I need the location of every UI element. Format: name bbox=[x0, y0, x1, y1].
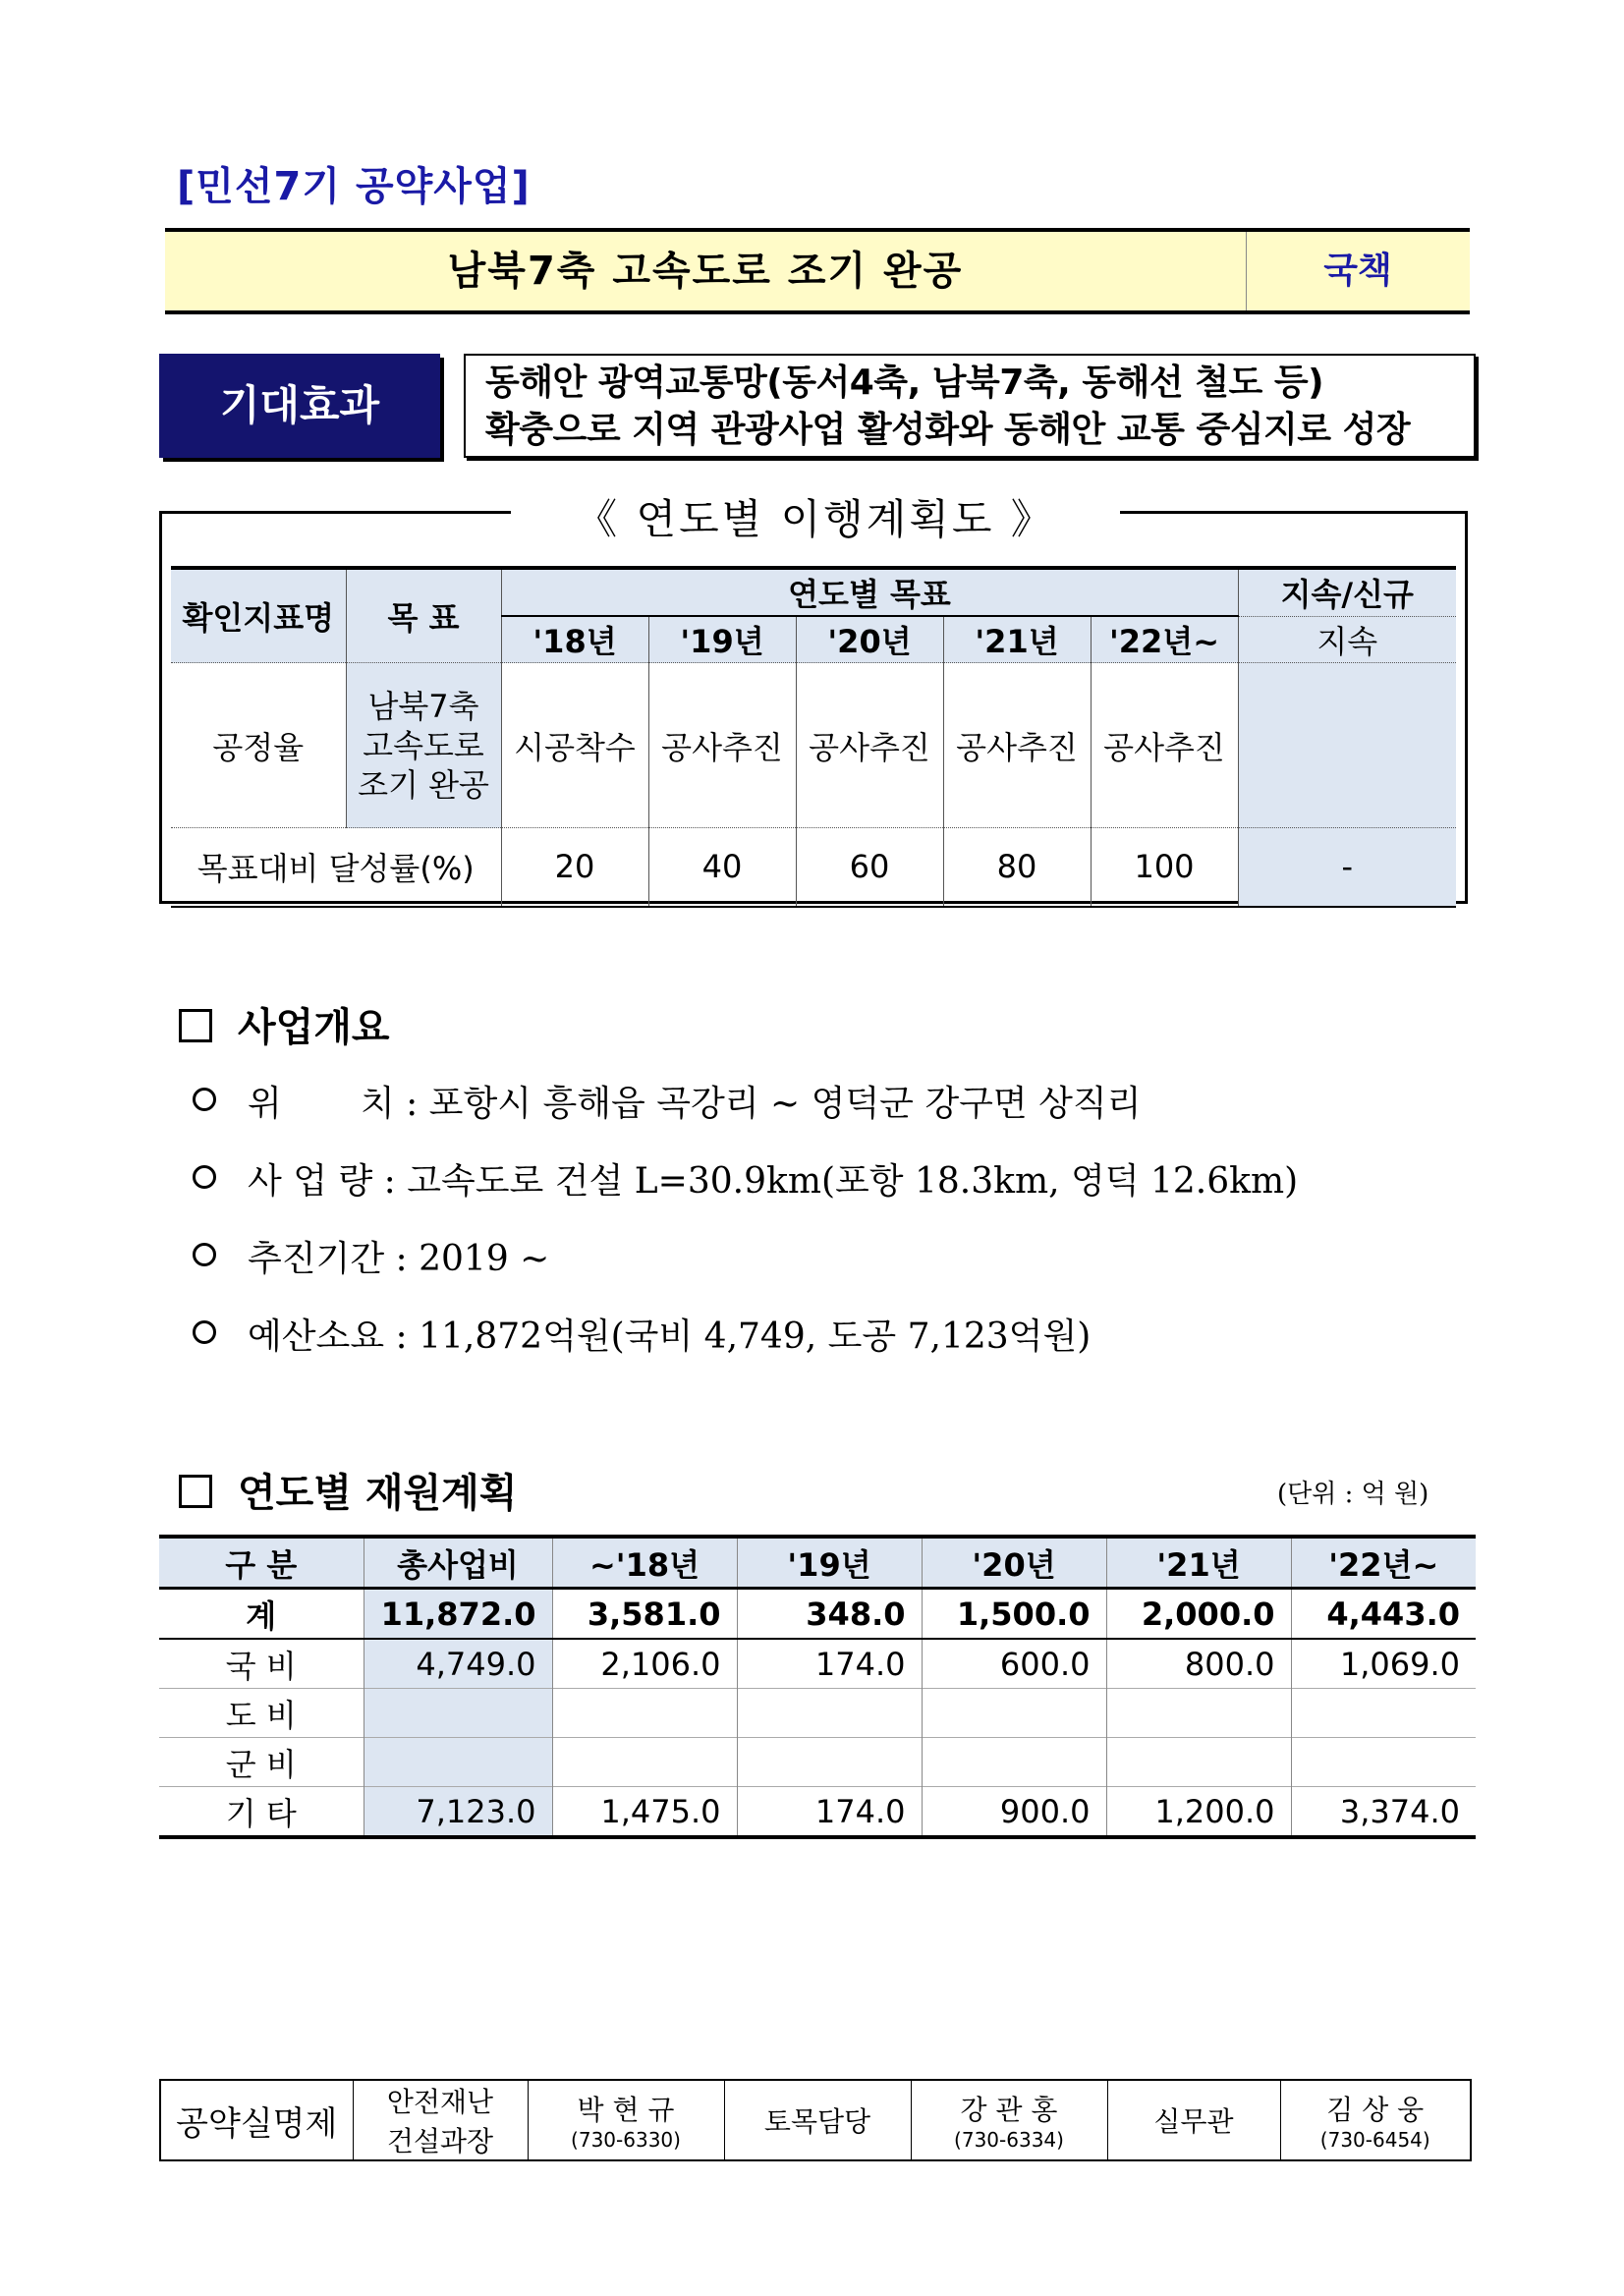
overview-item bbox=[193, 1231, 549, 1281]
plan-header-yearly: 연도별 목표 bbox=[501, 568, 1238, 616]
budget-cell bbox=[364, 1738, 552, 1787]
budget-title: 연도별 재원계획 bbox=[238, 1471, 518, 1516]
effect-label: 기대효과 bbox=[159, 354, 440, 458]
overview-title: 사업개요 bbox=[238, 1005, 390, 1050]
plan-year-21: '21년 bbox=[943, 616, 1091, 663]
effect-line-1: 동해안 광역교통망(동서4축, 남북7축, 동해선 철도 등) bbox=[485, 363, 1324, 403]
circle-bullet-icon bbox=[193, 1320, 216, 1344]
plan-row1-goal: 남북7축 고속도로 조기 완공 bbox=[346, 663, 501, 828]
footer-role-2: 토목담당 bbox=[724, 2080, 911, 2160]
budget-row-label: 도 비 bbox=[159, 1689, 364, 1738]
circle-bullet-icon bbox=[193, 1088, 216, 1111]
budget-cell: 2,000.0 bbox=[1106, 1589, 1291, 1640]
budget-cell bbox=[737, 1689, 922, 1738]
accountability-table bbox=[159, 2079, 1472, 2161]
footer-person-1 bbox=[528, 2080, 724, 2160]
budget-cell bbox=[922, 1689, 1106, 1738]
overview-scope: 사 업 량 : 고속도로 건설 L=30.9km(포항 18.3km, 영덕 12.6km) bbox=[248, 1161, 1299, 1202]
footer-department bbox=[353, 2080, 528, 2160]
circle-bullet-icon bbox=[193, 1165, 216, 1189]
budget-row-other bbox=[159, 1787, 1476, 1838]
budget-row-national bbox=[159, 1639, 1476, 1689]
plan-row2-y19: 40 bbox=[648, 828, 796, 907]
plan-row1-y22: 공사추진 bbox=[1091, 663, 1238, 828]
budget-cell bbox=[922, 1738, 1106, 1787]
budget-row-province bbox=[159, 1689, 1476, 1738]
plan-table bbox=[171, 566, 1456, 908]
budget-cell: 900.0 bbox=[922, 1787, 1106, 1838]
plan-title: 《 연도별 이행계획도 》 bbox=[576, 495, 1055, 543]
budget-cell: 7,123.0 bbox=[364, 1787, 552, 1838]
budget-cell: 2,106.0 bbox=[552, 1639, 737, 1689]
plan-row1-y19: 공사추진 bbox=[648, 663, 796, 828]
plan-year-19: '19년 bbox=[648, 616, 796, 663]
checkbox-square-icon bbox=[179, 1009, 212, 1042]
footer-role-3: 실무관 bbox=[1107, 2080, 1280, 2160]
budget-header-cell: '21년 bbox=[1106, 1537, 1291, 1589]
page-title: 남북7축 고속도로 조기 완공 bbox=[447, 249, 964, 294]
budget-cell: 1,200.0 bbox=[1106, 1787, 1291, 1838]
plan-frame-top-left bbox=[159, 511, 511, 514]
overview-item bbox=[193, 1153, 1298, 1204]
checkbox-square-icon bbox=[179, 1475, 212, 1508]
plan-header-row bbox=[171, 568, 1456, 616]
plan-header-status: 지속/신규 bbox=[1238, 568, 1456, 616]
effect-text bbox=[464, 354, 1476, 458]
budget-cell bbox=[737, 1738, 922, 1787]
plan-row2-status: - bbox=[1238, 828, 1456, 907]
budget-row-county bbox=[159, 1738, 1476, 1787]
budget-cell: 3,374.0 bbox=[1291, 1787, 1476, 1838]
budget-header-cell: '22년~ bbox=[1291, 1537, 1476, 1589]
budget-cell: 600.0 bbox=[922, 1639, 1106, 1689]
budget-cell: 174.0 bbox=[737, 1639, 922, 1689]
budget-cell bbox=[1291, 1689, 1476, 1738]
budget-row-label: 국 비 bbox=[159, 1639, 364, 1689]
plan-year-20: '20년 bbox=[796, 616, 943, 663]
overview-period: 추진기간 : 2019 ~ bbox=[248, 1239, 550, 1279]
footer-person-3-name: 김 상 웅 bbox=[1326, 2094, 1425, 2126]
overview-location: 위 치 : 포항시 흥해읍 곡강리 ~ 영덕군 강구면 상직리 bbox=[248, 1084, 1142, 1124]
budget-cell: 1,069.0 bbox=[1291, 1639, 1476, 1689]
budget-cell bbox=[1106, 1689, 1291, 1738]
budget-header-cell: ~'18년 bbox=[552, 1537, 737, 1589]
budget-heading bbox=[179, 1462, 517, 1518]
plan-row1-y18: 시공착수 bbox=[501, 663, 648, 828]
footer-person-1-phone: (730-6330) bbox=[571, 2128, 681, 2152]
budget-cell: 4,443.0 bbox=[1291, 1589, 1476, 1640]
overview-budget: 예산소요 : 11,872억원(국비 4,749, 도공 7,123억원) bbox=[248, 1316, 1092, 1357]
plan-status-value: 지속 bbox=[1238, 616, 1456, 663]
footer-person-3-phone: (730-6454) bbox=[1319, 2128, 1430, 2152]
budget-header-cell: '20년 bbox=[922, 1537, 1106, 1589]
title-bar bbox=[165, 228, 1470, 314]
budget-cell: 4,749.0 bbox=[364, 1639, 552, 1689]
budget-cell: 3,581.0 bbox=[552, 1589, 737, 1640]
plan-row2-y21: 80 bbox=[943, 828, 1091, 907]
budget-cell bbox=[364, 1689, 552, 1738]
footer-dept-line2: 건설과장 bbox=[386, 2125, 494, 2157]
budget-cell bbox=[552, 1689, 737, 1738]
plan-year-18: '18년 bbox=[501, 616, 648, 663]
budget-unit: (단위 : 억 원) bbox=[1277, 1480, 1429, 1509]
plan-row2-y20: 60 bbox=[796, 828, 943, 907]
plan-row2-indicator: 목표대비 달성률(%) bbox=[171, 828, 501, 907]
budget-cell: 1,500.0 bbox=[922, 1589, 1106, 1640]
plan-header-indicator: 확인지표명 bbox=[171, 568, 346, 663]
header-tag: [민선7기 공약사업] bbox=[177, 164, 531, 209]
footer-person-2-phone: (730-6334) bbox=[954, 2128, 1064, 2152]
footer-person-2 bbox=[911, 2080, 1107, 2160]
effect-line-2: 확충으로 지역 관광사업 활성화와 동해안 교통 중심지로 성장 bbox=[485, 410, 1411, 450]
footer-person-1-name: 박 현 규 bbox=[577, 2094, 675, 2126]
budget-row-label: 기 타 bbox=[159, 1787, 364, 1838]
budget-header-cell: '19년 bbox=[737, 1537, 922, 1589]
plan-row-progress bbox=[171, 663, 1456, 828]
overview-heading bbox=[179, 996, 390, 1052]
footer-label: 공약실명제 bbox=[176, 2103, 338, 2144]
overview-item bbox=[193, 1309, 1091, 1359]
budget-cell: 800.0 bbox=[1106, 1639, 1291, 1689]
budget-cell: 174.0 bbox=[737, 1787, 922, 1838]
plan-row1-y21: 공사추진 bbox=[943, 663, 1091, 828]
plan-row2-y22: 100 bbox=[1091, 828, 1238, 907]
budget-header-row bbox=[159, 1537, 1476, 1589]
budget-cell: 1,475.0 bbox=[552, 1787, 737, 1838]
budget-header-cell: 구 분 bbox=[159, 1537, 364, 1589]
footer-person-2-name: 강 관 홍 bbox=[960, 2094, 1058, 2126]
plan-row1-indicator: 공정율 bbox=[171, 663, 346, 828]
budget-row-label: 계 bbox=[159, 1589, 364, 1640]
budget-row-total bbox=[159, 1589, 1476, 1640]
plan-row2-y18: 20 bbox=[501, 828, 648, 907]
budget-table bbox=[159, 1535, 1476, 1839]
footer-person-3 bbox=[1280, 2080, 1471, 2160]
budget-cell: 348.0 bbox=[737, 1589, 922, 1640]
budget-cell bbox=[552, 1738, 737, 1787]
category-label: 국책 bbox=[1323, 251, 1392, 291]
budget-cell: 11,872.0 bbox=[364, 1589, 552, 1640]
plan-row-achievement bbox=[171, 828, 1456, 907]
budget-row-label: 군 비 bbox=[159, 1738, 364, 1787]
footer-dept-line1: 안전재난 bbox=[386, 2086, 494, 2118]
budget-cell bbox=[1291, 1738, 1476, 1787]
plan-row1-status bbox=[1238, 663, 1456, 828]
overview-item bbox=[193, 1076, 1141, 1126]
plan-header-goal: 목 표 bbox=[346, 568, 501, 663]
plan-row1-y20: 공사추진 bbox=[796, 663, 943, 828]
budget-header-cell: 총사업비 bbox=[364, 1537, 552, 1589]
plan-year-22: '22년~ bbox=[1091, 616, 1238, 663]
circle-bullet-icon bbox=[193, 1243, 216, 1266]
budget-cell bbox=[1106, 1738, 1291, 1787]
plan-frame-top-right bbox=[1120, 511, 1468, 514]
